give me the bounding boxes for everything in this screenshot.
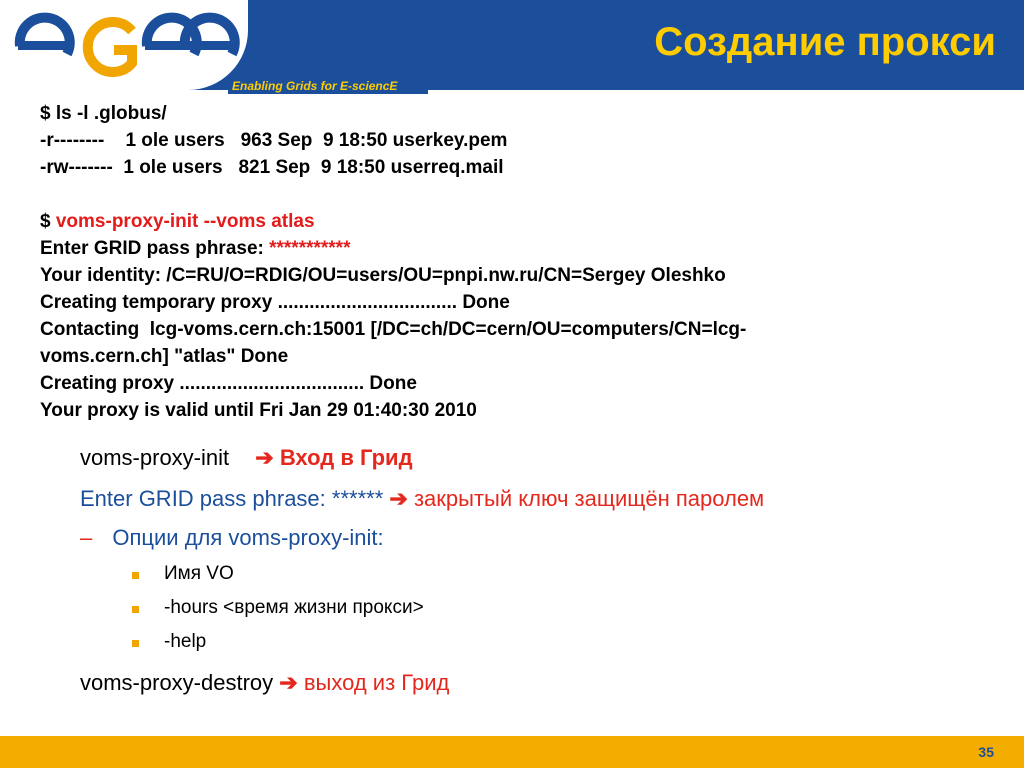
sub-bullet-vo-name: Имя VO [164,563,234,584]
terminal-line: Your proxy is valid until Fri Jan 29 01:40:30 2010 [40,400,477,421]
terminal-line: Your identity: /C=RU/O=RDIG/OU=users/OU=pnpi.nw.ru/CN=Sergey Oleshko [40,265,726,286]
egee-logo [10,6,240,78]
bullet-desc: выход из Грид [303,670,450,695]
arrow-icon: ➔ [279,670,298,695]
terminal-output [40,100,1000,424]
tagline: Enabling Grids for E-sciencE [232,79,398,93]
slide-footer [0,736,1024,768]
terminal-command-line [40,208,1000,235]
sub-bullet-help: -help [164,631,207,652]
bullet-voms-proxy-destroy [80,668,449,698]
logo-panel [0,0,248,90]
square-bullet-icon [132,640,139,647]
terminal-line: voms.cern.ch] "atlas" Done [40,346,289,367]
square-bullet-icon [132,606,139,613]
arrow-icon: ➔ [389,486,408,511]
bullet-voms-proxy-init [80,443,413,473]
terminal-line: -r-------- 1 ole users 963 Sep 9 18:50 userkey.pem [40,130,508,151]
terminal-pass-line [40,235,1000,262]
sub-bullet-hours: -hours <время жизни прокси> [164,597,424,618]
bullet-text: Enter GRID pass phrase: ****** [80,486,384,511]
slide-header [0,0,1024,90]
prompt: $ [40,211,56,232]
slide-title: Создание прокси [654,20,996,64]
terminal-line: Creating proxy ................................... Done [40,373,417,394]
bullet-pass-phrase [80,484,764,514]
arrow-icon: ➔ [255,445,274,470]
bullet-options [80,523,384,553]
page-number: 35 [978,744,994,760]
bullet-text: voms-proxy-init [80,445,230,470]
terminal-blank [40,181,1000,208]
bullet-text: voms-proxy-destroy [80,670,274,695]
terminal-line: Creating temporary proxy .................................. Done [40,292,510,313]
pass-value: *********** [269,238,351,259]
bullet-desc: Вход в Грид [279,445,413,470]
pass-label: Enter GRID pass phrase: [40,238,270,259]
terminal-line: Contacting lcg-voms.cern.ch:15001 [/DC=ch/DC=cern/OU=computers/CN=lcg- [40,319,747,340]
terminal-line: -rw------- 1 ole users 821 Sep 9 18:50 userreq.mail [40,157,504,178]
dash-icon: – [80,525,93,550]
bullet-text: Опции для voms-proxy-init: [112,525,384,550]
bullet-desc: закрытый ключ защищён паролем [413,486,765,511]
command: voms-proxy-init --voms atlas [55,211,315,232]
square-bullet-icon [132,572,139,579]
terminal-line: $ ls -l .globus/ [40,103,167,124]
